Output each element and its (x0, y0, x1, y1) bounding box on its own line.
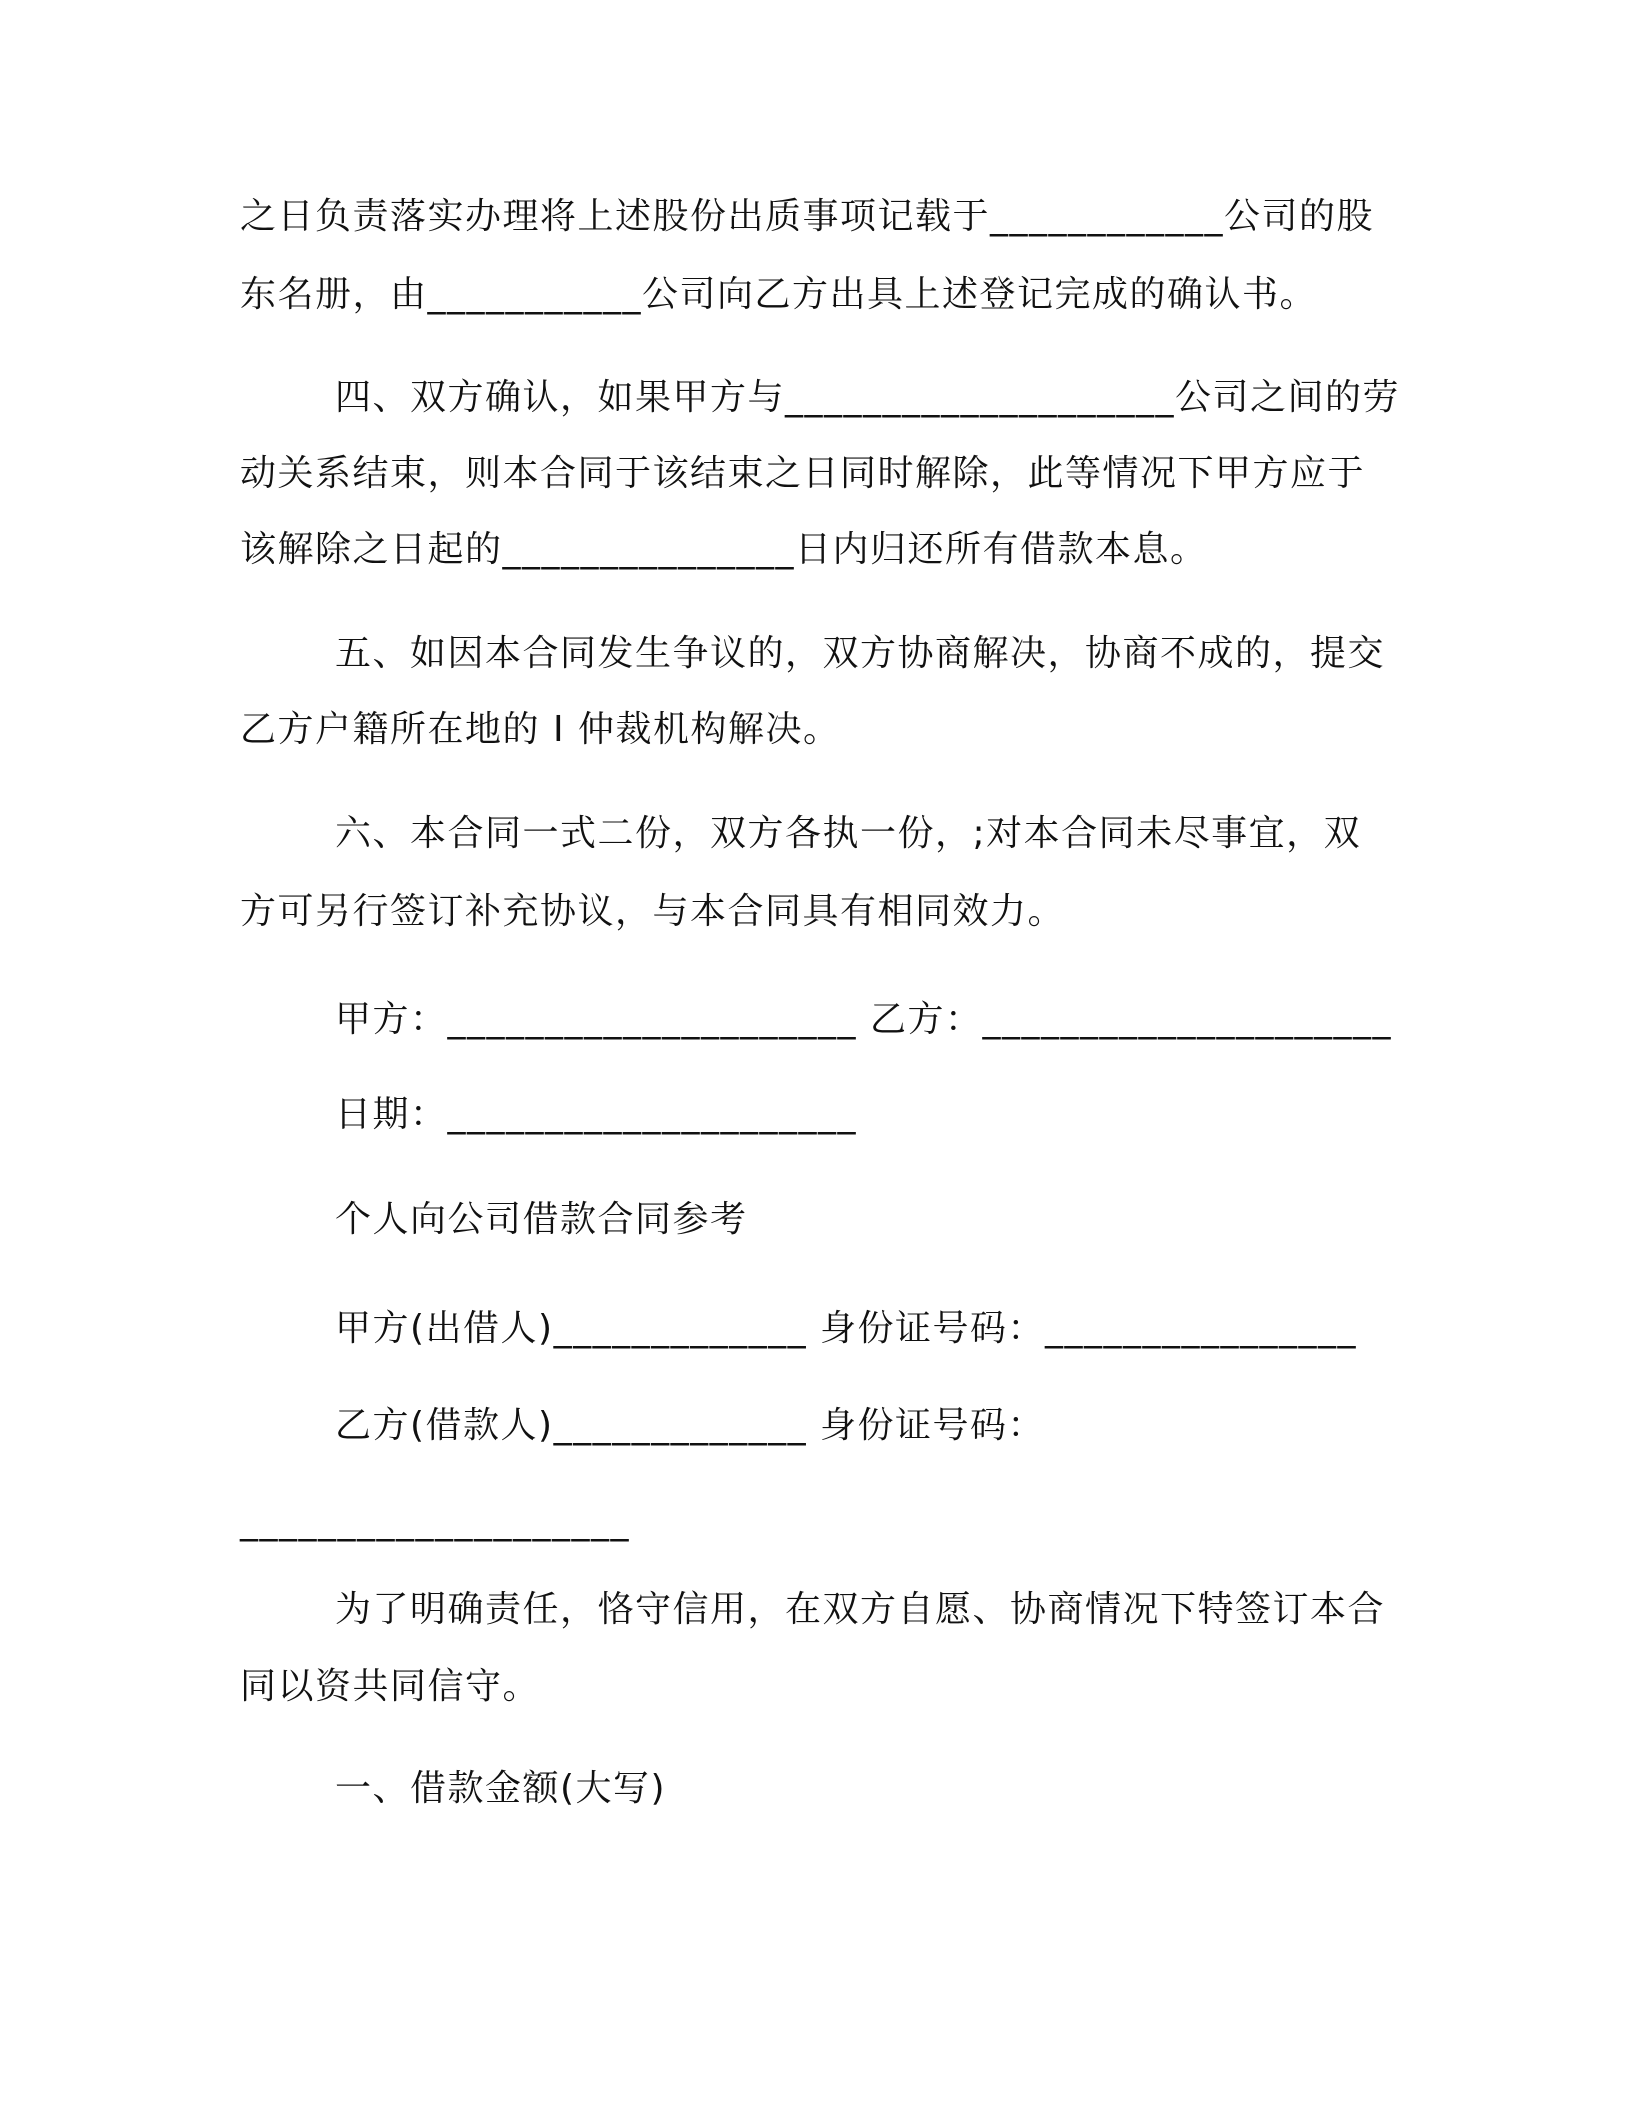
text-line: 该解除之日起的_______________日内归还所有借款本息。 (240, 529, 1208, 570)
lender-line: 甲方(出借人)_____________ 身份证号码：________________ (335, 1308, 1358, 1349)
text-line: 东名册，由___________公司向乙方出具上述登记完成的确认书。 (240, 274, 1318, 315)
text-line: 动关系结束，则本合同于该结束之日同时解除，此等情况下甲方应于 (240, 453, 1366, 494)
section-title: 个人向公司借款合同参考 (335, 1199, 748, 1240)
clause-four: 四、双方确认，如果甲方与____________________公司之间的劳 (335, 377, 1401, 418)
date-line: 日期：_____________________ (335, 1094, 858, 1135)
text-line: 之日负责落实办理将上述股份出质事项记载于____________公司的股 (240, 196, 1375, 237)
clause-six: 六、本合同一式二份，双方各执一份，;对本合同未尽事宜，双 (335, 813, 1362, 854)
text-line: 乙方户籍所在地的 I 仲裁机构解决。 (240, 709, 841, 750)
id-number-blank: ____________________ (240, 1501, 630, 1542)
party-signature-line: 甲方：_____________________ 乙方：_____________________ (335, 999, 1392, 1040)
borrower-line: 乙方(借款人)_____________ 身份证号码： (335, 1405, 1046, 1446)
text-line: 同以资共同信守。 (240, 1666, 541, 1707)
preamble: 为了明确责任，恪守信用，在双方自愿、协商情况下特签订本合 (335, 1589, 1386, 1630)
clause-one-heading: 一、借款金额(大写) (335, 1768, 667, 1809)
text-line: 方可另行签订补充协议，与本合同具有相同效力。 (240, 891, 1066, 932)
clause-five: 五、如因本合同发生争议的，双方协商解决，协商不成的，提交 (335, 633, 1386, 674)
